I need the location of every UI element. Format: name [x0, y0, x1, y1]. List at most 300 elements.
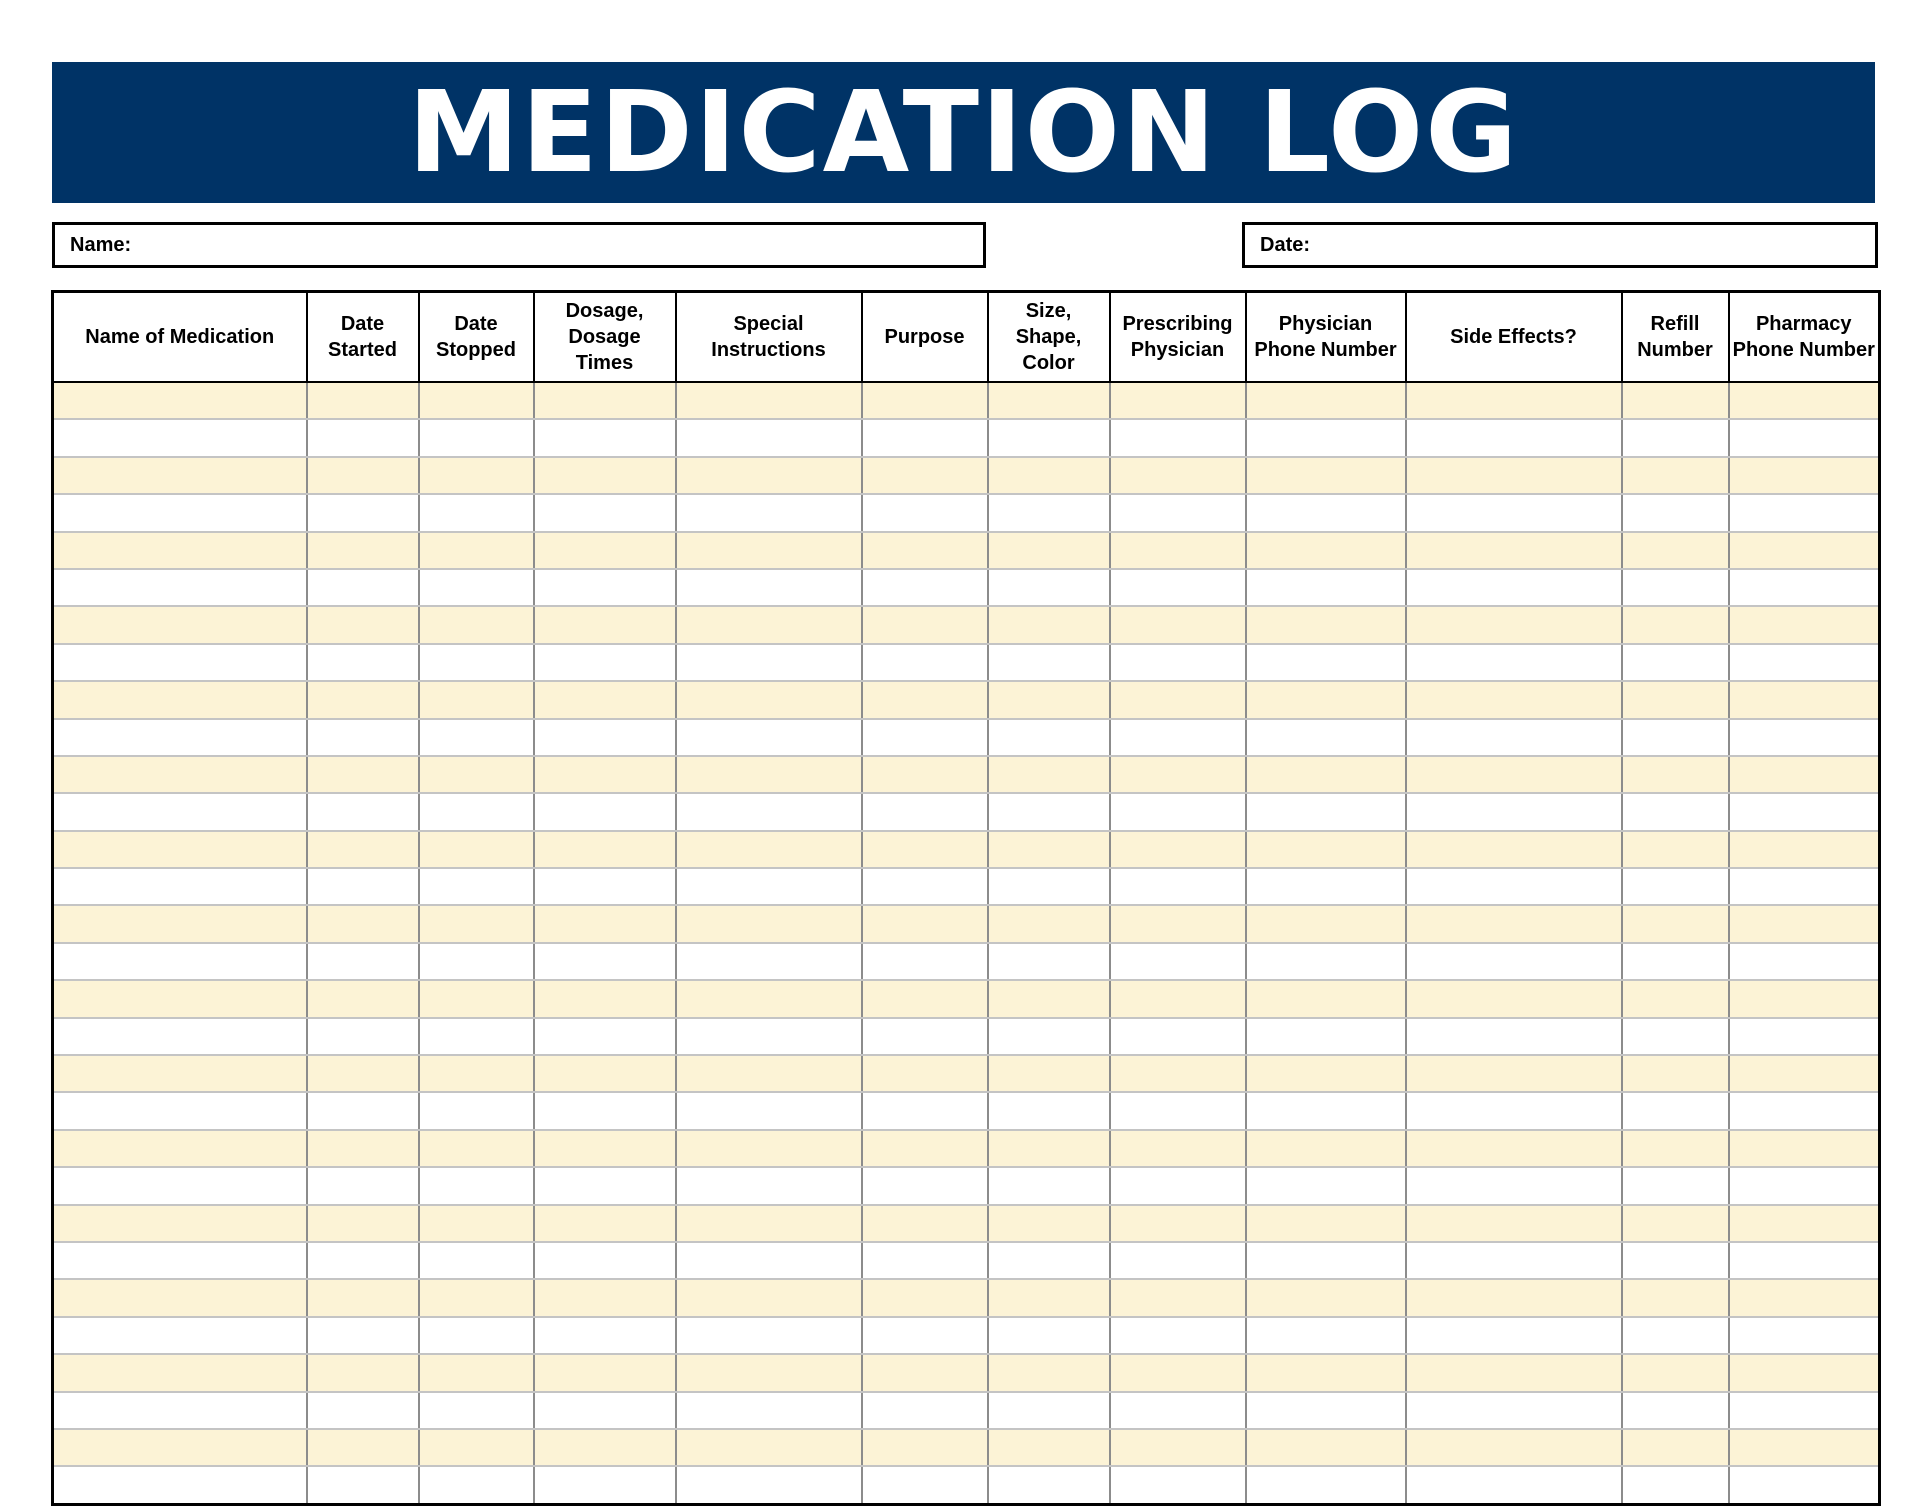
table-cell[interactable]: [53, 980, 307, 1017]
table-cell[interactable]: [988, 980, 1110, 1017]
table-cell[interactable]: [1622, 905, 1729, 942]
table-cell[interactable]: [1622, 1018, 1729, 1055]
table-cell[interactable]: [1622, 644, 1729, 681]
table-cell[interactable]: [1246, 980, 1406, 1017]
table-cell[interactable]: [53, 1130, 307, 1167]
table-cell[interactable]: [862, 756, 988, 793]
table-cell[interactable]: [419, 1466, 534, 1504]
table-cell[interactable]: [534, 831, 676, 868]
table-cell[interactable]: [676, 681, 862, 718]
table-cell[interactable]: [1729, 1392, 1880, 1429]
table-cell[interactable]: [1622, 1392, 1729, 1429]
table-cell[interactable]: [1622, 1130, 1729, 1167]
table-cell[interactable]: [1246, 1466, 1406, 1504]
table-cell[interactable]: [307, 756, 419, 793]
table-cell[interactable]: [862, 905, 988, 942]
table-cell[interactable]: [1406, 644, 1622, 681]
table-cell[interactable]: [534, 1167, 676, 1204]
table-cell[interactable]: [676, 644, 862, 681]
table-cell[interactable]: [1729, 382, 1880, 419]
table-cell[interactable]: [1110, 1205, 1246, 1242]
table-cell[interactable]: [1110, 681, 1246, 718]
table-cell[interactable]: [534, 1055, 676, 1092]
table-cell[interactable]: [1622, 1205, 1729, 1242]
table-cell[interactable]: [988, 532, 1110, 569]
table-cell[interactable]: [862, 1055, 988, 1092]
table-cell[interactable]: [862, 532, 988, 569]
table-cell[interactable]: [1729, 681, 1880, 718]
table-cell[interactable]: [862, 831, 988, 868]
table-cell[interactable]: [307, 532, 419, 569]
table-cell[interactable]: [1729, 606, 1880, 643]
table-cell[interactable]: [988, 1392, 1110, 1429]
table-cell[interactable]: [534, 943, 676, 980]
table-cell[interactable]: [53, 382, 307, 419]
table-cell[interactable]: [1406, 1092, 1622, 1129]
table-cell[interactable]: [1246, 1317, 1406, 1354]
table-cell[interactable]: [534, 532, 676, 569]
table-cell[interactable]: [1729, 1055, 1880, 1092]
table-cell[interactable]: [419, 644, 534, 681]
table-cell[interactable]: [53, 1018, 307, 1055]
table-cell[interactable]: [53, 943, 307, 980]
table-cell[interactable]: [676, 1167, 862, 1204]
table-cell[interactable]: [676, 532, 862, 569]
table-cell[interactable]: [1729, 1429, 1880, 1466]
table-cell[interactable]: [676, 1317, 862, 1354]
table-cell[interactable]: [53, 1167, 307, 1204]
table-cell[interactable]: [1246, 1205, 1406, 1242]
table-cell[interactable]: [1246, 1354, 1406, 1391]
table-cell[interactable]: [676, 1055, 862, 1092]
table-cell[interactable]: [1622, 980, 1729, 1017]
table-cell[interactable]: [419, 569, 534, 606]
table-cell[interactable]: [1246, 644, 1406, 681]
table-cell[interactable]: [419, 1429, 534, 1466]
table-cell[interactable]: [988, 569, 1110, 606]
table-cell[interactable]: [53, 1392, 307, 1429]
table-cell[interactable]: [53, 532, 307, 569]
table-cell[interactable]: [53, 419, 307, 456]
table-cell[interactable]: [307, 1392, 419, 1429]
table-cell[interactable]: [53, 1429, 307, 1466]
table-cell[interactable]: [1622, 793, 1729, 830]
table-cell[interactable]: [1622, 494, 1729, 531]
table-cell[interactable]: [53, 1317, 307, 1354]
table-cell[interactable]: [1406, 1167, 1622, 1204]
table-cell[interactable]: [1406, 1392, 1622, 1429]
table-cell[interactable]: [1110, 793, 1246, 830]
table-cell[interactable]: [534, 1429, 676, 1466]
table-cell[interactable]: [1622, 831, 1729, 868]
table-cell[interactable]: [307, 1354, 419, 1391]
table-cell[interactable]: [1729, 831, 1880, 868]
table-cell[interactable]: [1406, 1354, 1622, 1391]
table-cell[interactable]: [988, 793, 1110, 830]
table-cell[interactable]: [1622, 1279, 1729, 1316]
table-cell[interactable]: [1729, 719, 1880, 756]
table-cell[interactable]: [988, 419, 1110, 456]
table-cell[interactable]: [534, 606, 676, 643]
table-cell[interactable]: [1406, 868, 1622, 905]
table-cell[interactable]: [1246, 1429, 1406, 1466]
table-cell[interactable]: [419, 831, 534, 868]
table-cell[interactable]: [862, 1354, 988, 1391]
table-cell[interactable]: [676, 457, 862, 494]
table-cell[interactable]: [1622, 419, 1729, 456]
table-cell[interactable]: [1246, 1055, 1406, 1092]
table-cell[interactable]: [988, 457, 1110, 494]
table-cell[interactable]: [1622, 1354, 1729, 1391]
table-cell[interactable]: [676, 1092, 862, 1129]
table-cell[interactable]: [862, 457, 988, 494]
table-cell[interactable]: [1729, 1092, 1880, 1129]
table-cell[interactable]: [307, 868, 419, 905]
table-cell[interactable]: [862, 1392, 988, 1429]
table-cell[interactable]: [862, 943, 988, 980]
table-cell[interactable]: [1110, 1130, 1246, 1167]
table-cell[interactable]: [307, 569, 419, 606]
table-cell[interactable]: [53, 1242, 307, 1279]
table-cell[interactable]: [1246, 1392, 1406, 1429]
table-cell[interactable]: [534, 382, 676, 419]
table-cell[interactable]: [419, 1018, 534, 1055]
table-cell[interactable]: [307, 1242, 419, 1279]
table-cell[interactable]: [419, 1242, 534, 1279]
table-cell[interactable]: [1622, 532, 1729, 569]
table-cell[interactable]: [1406, 569, 1622, 606]
table-cell[interactable]: [307, 831, 419, 868]
table-cell[interactable]: [419, 606, 534, 643]
table-cell[interactable]: [1110, 419, 1246, 456]
table-cell[interactable]: [676, 1392, 862, 1429]
table-cell[interactable]: [1406, 532, 1622, 569]
table-cell[interactable]: [676, 793, 862, 830]
name-field[interactable]: [52, 222, 986, 268]
table-cell[interactable]: [1246, 606, 1406, 643]
table-cell[interactable]: [419, 681, 534, 718]
table-cell[interactable]: [534, 1018, 676, 1055]
table-cell[interactable]: [862, 1466, 988, 1504]
table-cell[interactable]: [1622, 606, 1729, 643]
table-cell[interactable]: [53, 1354, 307, 1391]
table-cell[interactable]: [1246, 419, 1406, 456]
table-cell[interactable]: [676, 382, 862, 419]
table-cell[interactable]: [53, 494, 307, 531]
table-cell[interactable]: [1406, 943, 1622, 980]
table-cell[interactable]: [1622, 1092, 1729, 1129]
table-cell[interactable]: [307, 980, 419, 1017]
table-cell[interactable]: [1246, 1018, 1406, 1055]
table-cell[interactable]: [1110, 1429, 1246, 1466]
table-cell[interactable]: [1406, 1429, 1622, 1466]
table-cell[interactable]: [1729, 793, 1880, 830]
table-cell[interactable]: [676, 1205, 862, 1242]
table-cell[interactable]: [1246, 905, 1406, 942]
table-cell[interactable]: [862, 382, 988, 419]
table-cell[interactable]: [1406, 756, 1622, 793]
table-cell[interactable]: [1406, 1055, 1622, 1092]
table-cell[interactable]: [534, 1130, 676, 1167]
table-cell[interactable]: [988, 1354, 1110, 1391]
table-cell[interactable]: [307, 681, 419, 718]
table-cell[interactable]: [419, 905, 534, 942]
table-cell[interactable]: [988, 494, 1110, 531]
table-cell[interactable]: [53, 905, 307, 942]
table-cell[interactable]: [1246, 943, 1406, 980]
table-cell[interactable]: [676, 980, 862, 1017]
table-cell[interactable]: [534, 980, 676, 1017]
table-cell[interactable]: [988, 1242, 1110, 1279]
table-cell[interactable]: [419, 1092, 534, 1129]
table-cell[interactable]: [1406, 419, 1622, 456]
table-cell[interactable]: [1406, 831, 1622, 868]
table-cell[interactable]: [534, 1466, 676, 1504]
table-cell[interactable]: [1406, 793, 1622, 830]
table-cell[interactable]: [1729, 1130, 1880, 1167]
table-cell[interactable]: [1622, 382, 1729, 419]
table-cell[interactable]: [419, 1205, 534, 1242]
table-cell[interactable]: [307, 1317, 419, 1354]
table-cell[interactable]: [676, 419, 862, 456]
table-cell[interactable]: [534, 1354, 676, 1391]
table-cell[interactable]: [988, 681, 1110, 718]
table-cell[interactable]: [53, 1092, 307, 1129]
table-cell[interactable]: [1110, 457, 1246, 494]
table-cell[interactable]: [307, 1092, 419, 1129]
table-cell[interactable]: [1406, 1130, 1622, 1167]
table-cell[interactable]: [1110, 1092, 1246, 1129]
table-cell[interactable]: [1406, 719, 1622, 756]
table-cell[interactable]: [419, 419, 534, 456]
table-cell[interactable]: [862, 606, 988, 643]
table-cell[interactable]: [862, 1205, 988, 1242]
table-cell[interactable]: [1110, 943, 1246, 980]
table-cell[interactable]: [307, 1429, 419, 1466]
table-cell[interactable]: [862, 1167, 988, 1204]
table-cell[interactable]: [676, 831, 862, 868]
table-cell[interactable]: [307, 1018, 419, 1055]
table-cell[interactable]: [988, 606, 1110, 643]
table-cell[interactable]: [988, 1130, 1110, 1167]
table-cell[interactable]: [534, 905, 676, 942]
table-cell[interactable]: [862, 644, 988, 681]
table-cell[interactable]: [419, 532, 534, 569]
table-cell[interactable]: [534, 1392, 676, 1429]
table-cell[interactable]: [1110, 719, 1246, 756]
table-cell[interactable]: [988, 756, 1110, 793]
table-cell[interactable]: [53, 793, 307, 830]
table-cell[interactable]: [419, 1317, 534, 1354]
table-cell[interactable]: [676, 943, 862, 980]
table-cell[interactable]: [534, 868, 676, 905]
table-cell[interactable]: [1729, 419, 1880, 456]
table-cell[interactable]: [53, 1055, 307, 1092]
table-cell[interactable]: [534, 1205, 676, 1242]
table-cell[interactable]: [1110, 382, 1246, 419]
table-cell[interactable]: [1406, 1205, 1622, 1242]
table-cell[interactable]: [676, 1466, 862, 1504]
table-cell[interactable]: [534, 494, 676, 531]
table-cell[interactable]: [988, 1018, 1110, 1055]
table-cell[interactable]: [988, 644, 1110, 681]
table-cell[interactable]: [307, 905, 419, 942]
table-cell[interactable]: [1729, 868, 1880, 905]
table-cell[interactable]: [676, 1130, 862, 1167]
table-cell[interactable]: [988, 382, 1110, 419]
table-cell[interactable]: [1622, 719, 1729, 756]
table-cell[interactable]: [1406, 606, 1622, 643]
table-cell[interactable]: [1246, 1167, 1406, 1204]
table-cell[interactable]: [1246, 494, 1406, 531]
table-cell[interactable]: [988, 831, 1110, 868]
table-cell[interactable]: [1406, 905, 1622, 942]
table-cell[interactable]: [1622, 681, 1729, 718]
table-cell[interactable]: [53, 1279, 307, 1316]
table-cell[interactable]: [1246, 532, 1406, 569]
table-cell[interactable]: [307, 606, 419, 643]
table-cell[interactable]: [307, 719, 419, 756]
table-cell[interactable]: [1622, 868, 1729, 905]
table-cell[interactable]: [676, 905, 862, 942]
table-cell[interactable]: [534, 756, 676, 793]
table-cell[interactable]: [1729, 532, 1880, 569]
table-cell[interactable]: [862, 494, 988, 531]
table-cell[interactable]: [534, 1092, 676, 1129]
table-cell[interactable]: [1406, 1018, 1622, 1055]
table-cell[interactable]: [307, 1205, 419, 1242]
table-cell[interactable]: [1406, 382, 1622, 419]
table-cell[interactable]: [53, 644, 307, 681]
table-cell[interactable]: [862, 1092, 988, 1129]
table-cell[interactable]: [1729, 1167, 1880, 1204]
table-cell[interactable]: [1110, 756, 1246, 793]
table-cell[interactable]: [419, 943, 534, 980]
table-cell[interactable]: [419, 382, 534, 419]
table-cell[interactable]: [307, 793, 419, 830]
table-cell[interactable]: [1110, 905, 1246, 942]
table-cell[interactable]: [1622, 1167, 1729, 1204]
table-cell[interactable]: [1406, 681, 1622, 718]
table-cell[interactable]: [1622, 1317, 1729, 1354]
table-cell[interactable]: [419, 756, 534, 793]
table-cell[interactable]: [862, 793, 988, 830]
table-cell[interactable]: [419, 494, 534, 531]
table-cell[interactable]: [1729, 943, 1880, 980]
table-cell[interactable]: [1729, 905, 1880, 942]
table-cell[interactable]: [1729, 1279, 1880, 1316]
table-cell[interactable]: [1729, 1018, 1880, 1055]
table-cell[interactable]: [1110, 1466, 1246, 1504]
table-cell[interactable]: [534, 569, 676, 606]
table-cell[interactable]: [53, 756, 307, 793]
table-cell[interactable]: [1110, 831, 1246, 868]
table-cell[interactable]: [1406, 1242, 1622, 1279]
table-cell[interactable]: [307, 1055, 419, 1092]
table-cell[interactable]: [419, 719, 534, 756]
table-cell[interactable]: [676, 494, 862, 531]
table-cell[interactable]: [1729, 1205, 1880, 1242]
table-cell[interactable]: [676, 1354, 862, 1391]
table-cell[interactable]: [419, 868, 534, 905]
table-cell[interactable]: [307, 382, 419, 419]
table-cell[interactable]: [862, 681, 988, 718]
table-cell[interactable]: [1110, 606, 1246, 643]
table-cell[interactable]: [53, 681, 307, 718]
table-cell[interactable]: [676, 868, 862, 905]
table-cell[interactable]: [53, 831, 307, 868]
table-cell[interactable]: [862, 868, 988, 905]
table-cell[interactable]: [419, 980, 534, 1017]
table-cell[interactable]: [1246, 756, 1406, 793]
table-cell[interactable]: [1729, 1242, 1880, 1279]
table-cell[interactable]: [1729, 494, 1880, 531]
table-cell[interactable]: [1246, 569, 1406, 606]
table-cell[interactable]: [419, 1392, 534, 1429]
table-cell[interactable]: [862, 980, 988, 1017]
table-cell[interactable]: [307, 419, 419, 456]
table-cell[interactable]: [1246, 681, 1406, 718]
table-cell[interactable]: [676, 1242, 862, 1279]
table-cell[interactable]: [1246, 382, 1406, 419]
table-cell[interactable]: [862, 1429, 988, 1466]
table-cell[interactable]: [862, 1018, 988, 1055]
table-cell[interactable]: [1622, 756, 1729, 793]
table-cell[interactable]: [1246, 793, 1406, 830]
table-cell[interactable]: [534, 457, 676, 494]
table-cell[interactable]: [1246, 1130, 1406, 1167]
table-cell[interactable]: [862, 569, 988, 606]
table-cell[interactable]: [1110, 1055, 1246, 1092]
table-cell[interactable]: [1110, 1167, 1246, 1204]
table-cell[interactable]: [307, 1466, 419, 1504]
table-cell[interactable]: [988, 943, 1110, 980]
table-cell[interactable]: [1406, 980, 1622, 1017]
table-cell[interactable]: [862, 1242, 988, 1279]
table-cell[interactable]: [1110, 494, 1246, 531]
table-cell[interactable]: [862, 1130, 988, 1167]
table-cell[interactable]: [1406, 1317, 1622, 1354]
table-cell[interactable]: [1110, 1354, 1246, 1391]
table-cell[interactable]: [988, 1092, 1110, 1129]
table-cell[interactable]: [53, 569, 307, 606]
table-cell[interactable]: [676, 1018, 862, 1055]
table-cell[interactable]: [1729, 457, 1880, 494]
table-cell[interactable]: [676, 1429, 862, 1466]
table-cell[interactable]: [53, 719, 307, 756]
table-cell[interactable]: [1729, 1466, 1880, 1504]
table-cell[interactable]: [676, 756, 862, 793]
table-cell[interactable]: [419, 1130, 534, 1167]
table-cell[interactable]: [1110, 1317, 1246, 1354]
table-cell[interactable]: [676, 569, 862, 606]
table-cell[interactable]: [676, 1279, 862, 1316]
table-cell[interactable]: [419, 1167, 534, 1204]
table-cell[interactable]: [534, 719, 676, 756]
table-cell[interactable]: [1622, 1466, 1729, 1504]
table-cell[interactable]: [1406, 494, 1622, 531]
table-cell[interactable]: [53, 1466, 307, 1504]
table-cell[interactable]: [1110, 1279, 1246, 1316]
table-cell[interactable]: [1110, 868, 1246, 905]
table-cell[interactable]: [988, 1167, 1110, 1204]
table-cell[interactable]: [676, 606, 862, 643]
table-cell[interactable]: [1622, 457, 1729, 494]
table-cell[interactable]: [988, 1205, 1110, 1242]
table-cell[interactable]: [1622, 1242, 1729, 1279]
table-cell[interactable]: [676, 719, 862, 756]
table-cell[interactable]: [534, 681, 676, 718]
